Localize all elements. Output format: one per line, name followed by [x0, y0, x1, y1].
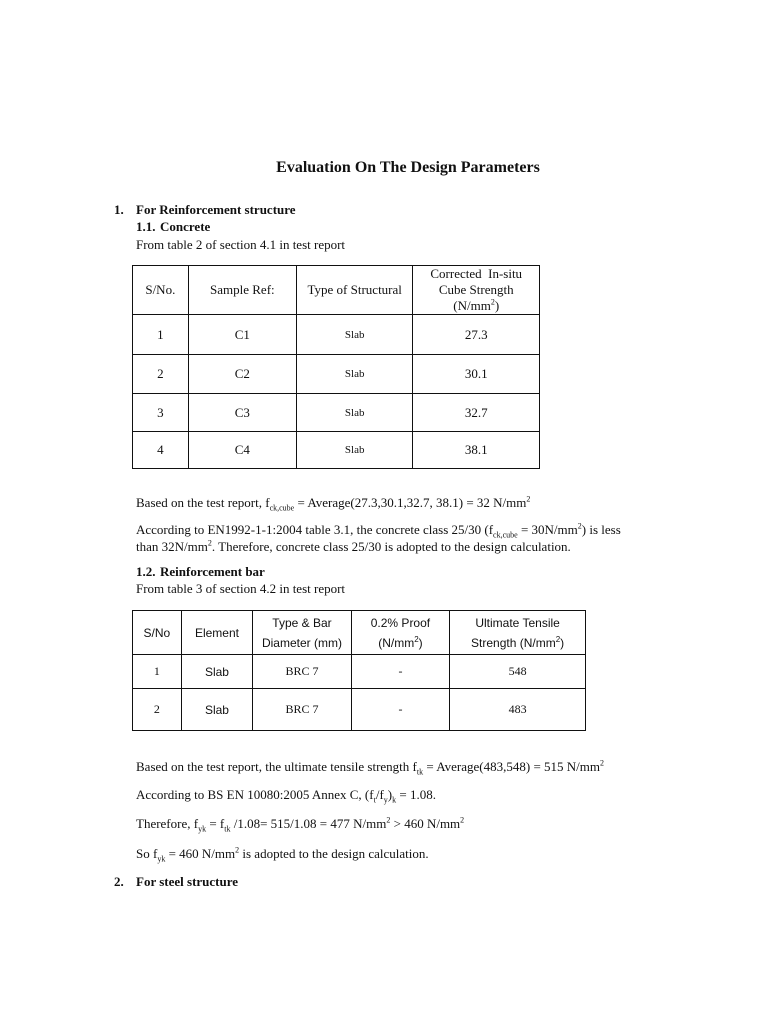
concrete-header-strength-l1: Corrected In-situ	[430, 266, 523, 281]
page-title: Evaluation On The Design Parameters	[276, 159, 540, 176]
concrete-cell-strength: 38.1	[413, 432, 540, 469]
bar-cell-sno: 2	[133, 689, 182, 731]
bar-header-proof: 0.2% Proof $(N/mm^2)$	[351, 611, 449, 655]
concrete-cell-strength: 32.7	[413, 394, 540, 432]
fyk-adopted-text: So $f_{yk} = 460$ $N/mm^2$ is adopted to the design calculation.	[136, 845, 429, 864]
section-1-number: 1.	[114, 202, 124, 217]
bar-header-sno: S/No	[133, 611, 182, 655]
concrete-class-text: According to EN1992-1-1:2004 table 3.1, the concrete class 25/30 $(f_{ck,cube} = 30N/mm^2)$ is less than $32N/mm^2$. Therefore, concrete class 25/30 is adopted to the design calculation.	[136, 521, 621, 554]
bar-header-uts: Ultimate Tensile Strength $(N/mm^2)$	[450, 611, 586, 655]
concrete-header-type: Type of Structural	[297, 266, 413, 315]
bar-source-text: From table 3 of section 4.2 in test report	[136, 581, 346, 596]
concrete-cell-strength: 27.3	[413, 315, 540, 355]
section-2-number: 2.	[114, 874, 124, 889]
section-1-1-number: 1.1.	[136, 219, 156, 234]
bar-header-element: Element	[181, 611, 253, 655]
bar-cell-sno: 1	[133, 655, 182, 689]
concrete-header-strength-l2: Cube Strength	[438, 282, 514, 297]
concrete-header-sno: S/No.	[133, 266, 189, 315]
bar-cell-uts: 548	[450, 655, 586, 689]
concrete-cell-sample: C3	[188, 394, 296, 432]
section-2-heading: For steel structure	[136, 874, 239, 889]
bar-cell-type: BRC 7	[253, 655, 351, 689]
bar-cell-proof: -	[351, 689, 449, 731]
concrete-header-strength-l3: $(N/mm^2)$	[453, 297, 500, 313]
section-1-heading: For Reinforcement structure	[136, 202, 296, 217]
concrete-cell-sno: 3	[133, 394, 189, 432]
concrete-row	[133, 432, 540, 469]
concrete-row	[133, 355, 540, 394]
concrete-cell-type: Slab	[297, 355, 413, 394]
concrete-cell-sno: 4	[133, 432, 189, 469]
concrete-cell-type: Slab	[297, 315, 413, 355]
bar-cell-element: Slab	[181, 655, 253, 689]
concrete-cell-type: Slab	[297, 432, 413, 469]
concrete-row	[133, 394, 540, 432]
section-1-2-number: 1.2.	[136, 564, 156, 579]
concrete-header-sample: Sample Ref:	[188, 266, 296, 315]
bar-cell-proof: -	[351, 655, 449, 689]
concrete-cell-sample: C1	[188, 315, 296, 355]
concrete-cell-strength: 30.1	[413, 355, 540, 394]
concrete-cell-sample: C2	[188, 355, 296, 394]
bar-row	[133, 689, 586, 731]
concrete-cell-sample: C4	[188, 432, 296, 469]
reinforcement-bar-table	[132, 610, 586, 731]
bar-cell-element: Slab	[181, 689, 253, 731]
concrete-cell-sno: 2	[133, 355, 189, 394]
concrete-table	[132, 265, 540, 469]
concrete-cell-type: Slab	[297, 394, 413, 432]
bar-cell-type: BRC 7	[253, 689, 351, 731]
uts-average-text: Based on the test report, the ultimate tensile strength $f_{tk}$ = Average(483,548) = 515 $N/mm^2$	[136, 758, 604, 777]
bar-row	[133, 655, 586, 689]
bar-header-type: Type & Bar Diameter (mm)	[253, 611, 351, 655]
bar-cell-uts: 483	[450, 689, 586, 731]
annex-ratio-text: According to BS EN 10080:2005 Annex C, $(f_t/f_y)_k = 1.08$.	[136, 787, 436, 805]
concrete-header-strength	[413, 266, 540, 315]
concrete-cell-sno: 1	[133, 315, 189, 355]
concrete-row	[133, 315, 540, 355]
fyk-calc-text: Therefore, $f_{yk} = f_{tk}$ /1.08= 515/1.08 = 477 $N/mm^2 > 460$ $N/mm^2$	[136, 815, 465, 834]
concrete-source-text: From table 2 of section 4.1 in test report	[136, 237, 346, 252]
concrete-average-text: Based on the test report, $f_{ck,cube}$ = Average(27.3,30.1,32.7, 38.1) = 32 $N/mm^2$	[136, 494, 531, 513]
section-1-2-heading: Reinforcement bar	[160, 564, 265, 579]
section-1-1-heading: Concrete	[160, 219, 211, 234]
